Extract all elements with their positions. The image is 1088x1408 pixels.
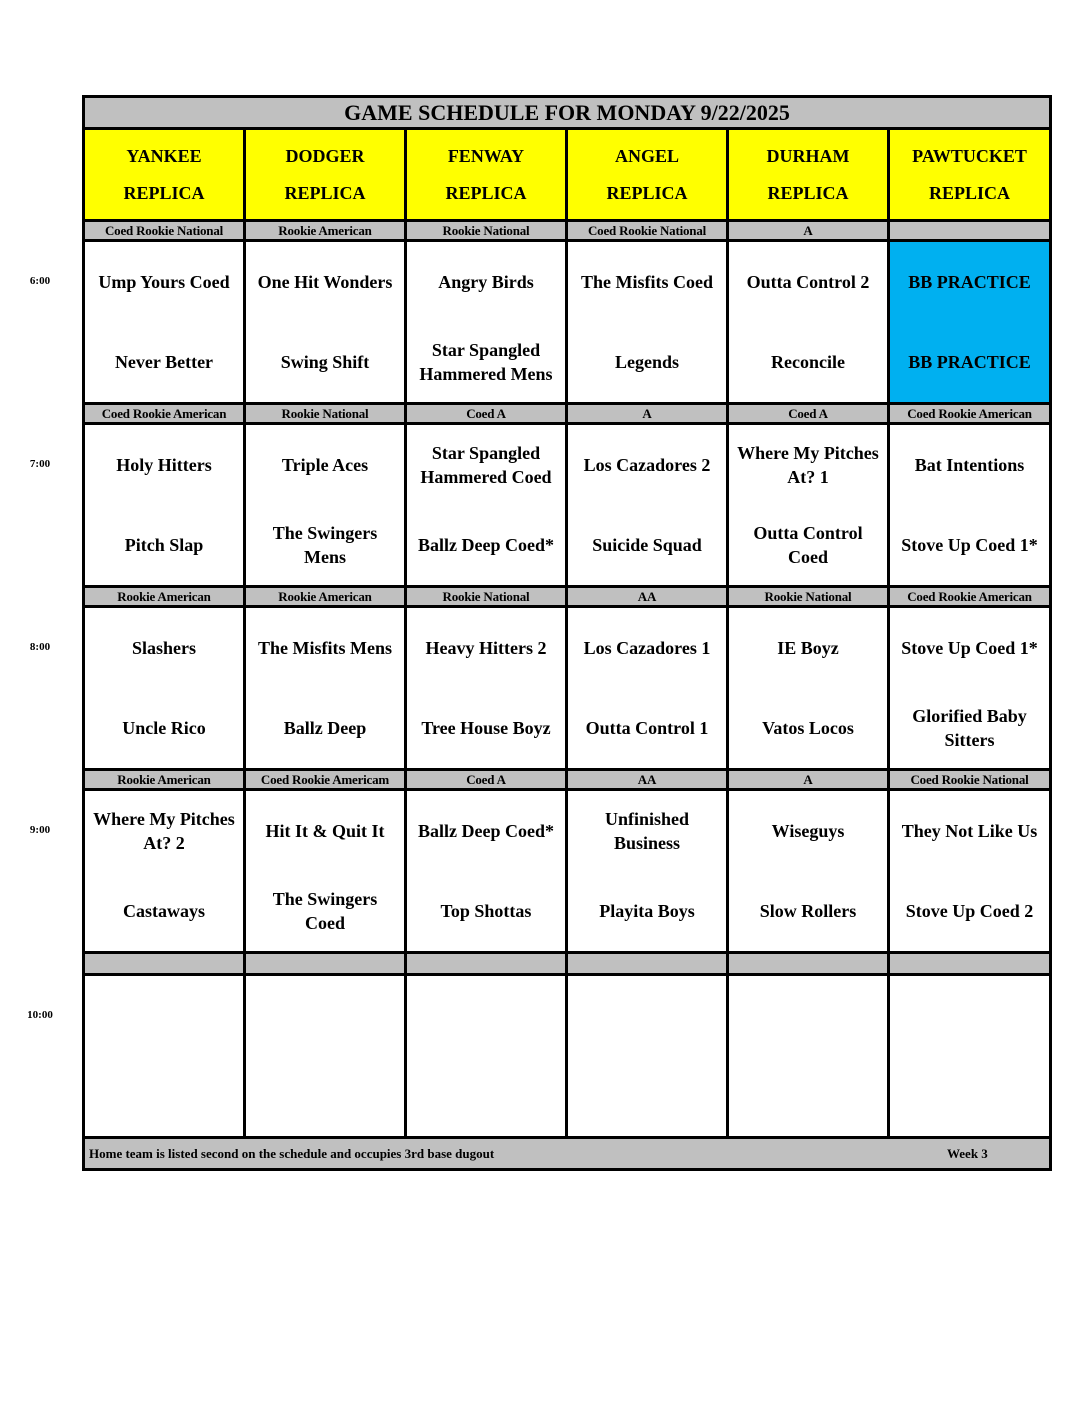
away-team: Holy Hitters [116, 455, 212, 475]
home-team: Outta Control Coed [753, 523, 863, 567]
field-header-row [84, 129, 1051, 221]
field-name: DODGER [285, 145, 365, 166]
division-label: Rookie National [406, 587, 567, 607]
home-team: Castaways [122, 901, 205, 921]
home-team: Outta Control 1 [585, 718, 709, 738]
game-cell [245, 790, 406, 953]
game-cell [245, 241, 406, 404]
game-row [84, 424, 1051, 587]
game-cell [728, 424, 889, 587]
away-team: Heavy Hitters 2 [425, 638, 547, 658]
field-name: YANKEE [126, 145, 202, 166]
game-cell [406, 241, 567, 404]
division-label: A [728, 770, 889, 790]
empty-game-row [84, 975, 1051, 1138]
away-team: Star Spangled Hammered Coed [420, 443, 552, 487]
division-label [567, 953, 728, 975]
home-team: Suicide Squad [592, 535, 702, 555]
away-team: IE Boyz [777, 638, 839, 658]
away-team: The Misfits Coed [581, 272, 713, 292]
division-label: Coed Rookie National [567, 221, 728, 241]
game-cell [728, 975, 889, 1138]
field-header [406, 129, 567, 221]
division-label: Coed Rookie Americam [245, 770, 406, 790]
away-team: They Not Like Us [901, 821, 1038, 841]
field-name: ANGEL [614, 145, 679, 166]
division-label: Coed Rookie American [84, 404, 245, 424]
game-cell [84, 607, 245, 770]
game-cell [567, 424, 728, 587]
home-team: Never Better [114, 352, 214, 372]
game-schedule-table [82, 95, 1052, 1171]
home-team: Playita Boys [599, 901, 695, 921]
away-team: Hit It & Quit It [265, 821, 385, 841]
field-header [245, 129, 406, 221]
home-team: Stove Up Coed 1* [901, 535, 1038, 555]
away-team: Los Cazadores 2 [583, 455, 711, 475]
time-label: 6:00 [29, 275, 51, 287]
away-team: Ump Yours Coed [98, 272, 230, 292]
division-label: Rookie National [728, 587, 889, 607]
division-label: Rookie National [245, 404, 406, 424]
field-header [84, 129, 245, 221]
game-cell [406, 975, 567, 1138]
game-cell [889, 975, 1051, 1138]
time-column [0, 0, 82, 1408]
division-label: Coed A [406, 770, 567, 790]
game-cell [567, 607, 728, 770]
footer [84, 1138, 1051, 1170]
division-label: Coed Rookie National [889, 770, 1051, 790]
field-header [728, 129, 889, 221]
home-team: Top Shottas [440, 901, 532, 921]
away-team: Bat Intentions [914, 455, 1025, 475]
home-team: Star Spangled Hammered Mens [419, 340, 553, 384]
game-cell [889, 790, 1051, 953]
game-cell [84, 424, 245, 587]
game-row [84, 790, 1051, 953]
division-label: Coed Rookie American [889, 404, 1051, 424]
away-team: Angry Birds [438, 272, 534, 292]
division-label: Coed Rookie American [889, 587, 1051, 607]
game-cell [567, 790, 728, 953]
field-type: REPLICA [445, 182, 527, 203]
division-label: Coed Rookie National [84, 221, 245, 241]
away-team: Unfinished Business [604, 809, 690, 853]
field-name: DURHAM [766, 145, 850, 166]
game-cell [84, 790, 245, 953]
division-row [84, 770, 1051, 790]
time-label: 8:00 [29, 641, 51, 653]
footer-row [84, 1138, 1051, 1170]
practice-cell [889, 241, 1051, 404]
division-row [84, 221, 1051, 241]
field-type: REPLICA [606, 182, 688, 203]
division-label: Rookie American [84, 770, 245, 790]
game-cell [889, 424, 1051, 587]
division-label: Coed A [728, 404, 889, 424]
division-label: A [728, 221, 889, 241]
division-label [889, 953, 1051, 975]
away-team: Triple Aces [281, 455, 369, 475]
game-cell [245, 975, 406, 1138]
game-cell [567, 975, 728, 1138]
time-label: 10:00 [27, 1009, 53, 1021]
away-team: Los Cazadores 1 [583, 638, 711, 658]
game-cell [406, 607, 567, 770]
division-label: Rookie American [245, 221, 406, 241]
division-label [406, 953, 567, 975]
game-cell [245, 424, 406, 587]
away-team: Ballz Deep Coed* [418, 821, 554, 841]
home-team: Slow Rollers [759, 901, 857, 921]
game-row [84, 241, 1051, 404]
away-team: Outta Control 2 [746, 272, 870, 292]
division-row [84, 404, 1051, 424]
home-team: Glorified Baby Sitters [912, 706, 1027, 750]
page-title: GAME SCHEDULE FOR MONDAY 9/22/2025 [84, 97, 1051, 129]
field-name: FENWAY [447, 145, 525, 166]
home-team: Ballz Deep [283, 718, 367, 738]
game-cell [889, 607, 1051, 770]
away-team: Slashers [131, 638, 196, 658]
home-team: Ballz Deep Coed* [418, 535, 554, 555]
game-cell [406, 424, 567, 587]
division-label: A [567, 404, 728, 424]
game-cell [728, 790, 889, 953]
division-label: Rookie American [84, 587, 245, 607]
home-team: Vatos Locos [762, 718, 854, 738]
division-row [84, 587, 1051, 607]
division-label: Coed A [406, 404, 567, 424]
week-label: Week 3 [947, 1146, 988, 1161]
home-team: Pitch Slap [124, 535, 204, 555]
field-type: REPLICA [284, 182, 366, 203]
home-team: Stove Up Coed 2 [905, 901, 1034, 921]
away-team: One Hit Wonders [257, 272, 393, 292]
blank-division-row [84, 953, 1051, 975]
away-team: BB PRACTICE [908, 272, 1031, 292]
game-cell [728, 241, 889, 404]
home-team: BB PRACTICE [908, 352, 1031, 372]
away-team: Wiseguys [771, 821, 845, 841]
home-team: The Swingers Coed [272, 889, 378, 933]
away-team: Where My Pitches At? 2 [93, 809, 235, 853]
game-cell [567, 241, 728, 404]
field-name: PAWTUCKET [912, 145, 1027, 166]
game-cell [406, 790, 567, 953]
game-cell [84, 975, 245, 1138]
game-cell [245, 607, 406, 770]
division-label [245, 953, 406, 975]
game-cell [84, 241, 245, 404]
division-label [84, 953, 245, 975]
division-label: Rookie American [245, 587, 406, 607]
division-label [889, 221, 1051, 241]
field-header [889, 129, 1051, 221]
division-label [728, 953, 889, 975]
field-type: REPLICA [929, 182, 1011, 203]
home-team: Reconcile [771, 352, 845, 372]
division-label: AA [567, 770, 728, 790]
home-team: Uncle Rico [122, 718, 206, 738]
field-header [567, 129, 728, 221]
away-team: The Misfits Mens [258, 638, 392, 658]
away-team: Stove Up Coed 1* [901, 638, 1038, 658]
home-team: The Swingers Mens [272, 523, 378, 567]
home-team: Swing Shift [280, 352, 370, 372]
home-team: Tree House Boyz [421, 718, 551, 738]
away-team: Where My Pitches At? 1 [737, 443, 879, 487]
division-label: AA [567, 587, 728, 607]
field-type: REPLICA [767, 182, 849, 203]
game-row [84, 607, 1051, 770]
home-team: Legends [614, 352, 679, 372]
division-label: Rookie National [406, 221, 567, 241]
time-label: 9:00 [29, 824, 51, 836]
footer-note: Home team is listed second on the schedule and occupies 3rd base dugout [89, 1146, 495, 1161]
time-label: 7:00 [29, 458, 51, 470]
game-cell [728, 607, 889, 770]
field-type: REPLICA [123, 182, 205, 203]
